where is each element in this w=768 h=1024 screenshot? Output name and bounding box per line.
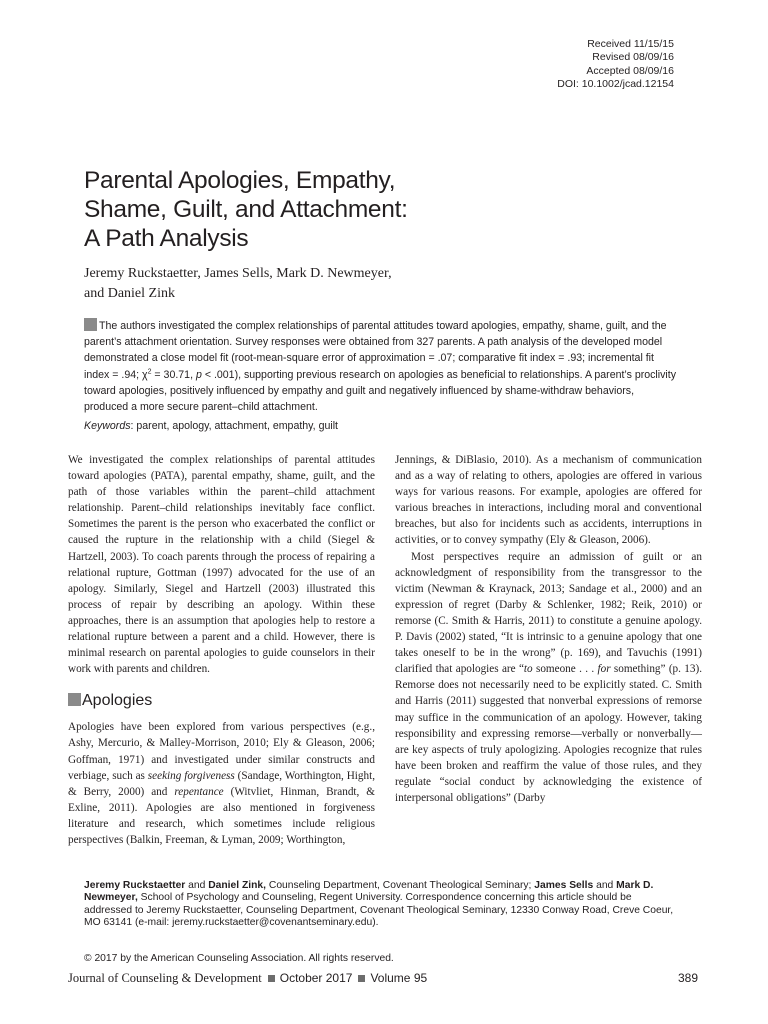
keywords (84, 419, 338, 434)
journal-name: Journal of Counseling & Development (68, 971, 262, 985)
section-marker-icon (68, 693, 81, 706)
apologies-paragraph-2: Most perspectives require an admission of guilt or an acknowledgment of responsibility from the transgressor to the victim (Newman & Kraynack, 2013; Sandage et al., 2000) and an expression of regret (Darby & Schlenker, 1982; Reik, 2010) or remorse (C. Smith & Harris, 2011) to constitute a genuine apology. P. Davis (2002) stated, “It is intrinsic to a genuine apology that one takes oneself to be in the wrong” (p. 169), and Tavuchis (1991) clarified that apologies are “to someone . . . for something” (p. 13). Remorse does not necessarily need to be explicitly stated. C. Smith and Harris (2011) suggested that nonverbal expressions of remorse may suffice in the communication of an apology. However, taking responsibility and expressing remorse—verbally or nonverbally—are key aspects of truly apologizing. Apologies recognize that rules have been broken and reaffirm the value of those rules, and they regulate “social conduct by acknowledging the existence of interpersonal obligations” (Darby (395, 550, 702, 804)
body-column-right (395, 452, 702, 806)
authors-line-2: and Daniel Zink (84, 286, 175, 301)
title-line-1: Parental Apologies, Empathy, (84, 167, 396, 194)
page-footer (68, 970, 698, 986)
doi: DOI: 10.1002/jcad.12154 (557, 78, 674, 91)
keywords-list: : parent, apology, attachment, empathy, guilt (130, 420, 338, 432)
title-line-3: A Path Analysis (84, 225, 249, 252)
title-line-2: Shame, Guilt, and Attachment: (84, 196, 408, 223)
revised-date: Revised 08/09/16 (592, 51, 674, 64)
copyright: © 2017 by the American Counseling Association. All rights reserved. (84, 953, 394, 964)
bullet-icon (268, 975, 275, 982)
section-heading-apologies: Apologies (68, 691, 375, 711)
abstract: The authors investigated the complex relationships of parental attitudes toward apologies, empathy, shame, guilt, and the parent’s attachment orientation. Survey responses were obtained from 327 parents. A path analysis of the developed model demonstrated a close model fit (root-mean-square error of approximation = .07; comparative fit index = .93; incremental fit index = .94; $\chi^2 = 30.71$, p < .001), supporting previous research on apologies as beneficial to relationships. A parent’s proclivity toward apologies, positively influenced by empathy and guilt and negatively influenced by shame-withdraw behaviors, produced a more secure parent–child attachment. (84, 320, 677, 414)
intro-paragraph: We investigated the complex relationships of parental attitudes toward apologies (PATA), parental empathy, shame, guilt, and the path of those variables within the parent–child attachment relationship. Parent–child relationships inevitably face conflict. Sometimes the parent is the person who exacerbated the conflict or caused the rupture in the relationship with a child (Siegel & Hartzell, 2003). To coach parents through the process of repairing a relational rupture, Gottman (1997) advocated for the use of an apology. Similarly, Siegel and Hartzell (2003) illustrated this process of repair by describing an apology. Within these approaches, there is an assumption that apologies help to restore a relational rupture between a parent and a child. However, there is minimal research on parental apologies to guide counselors in their work with parents and children. (68, 454, 375, 676)
section-marker-icon (84, 318, 97, 331)
keywords-label: Keywords (84, 420, 131, 432)
volume: Volume 95 (370, 971, 428, 985)
apologies-paragraph-1: Apologies have been explored from various perspectives (e.g., Ashy, Mercurio, & Malley-Morrison, 2010; Ely & Gleason, 2006; Goffman, 1971) and investigated under similar constructs and verbiage, such as seeking forgiveness (Sandage, Worthington, Hight, & Berry, 2000) and repentance (Witvliet, Hinman, Brandt, & Exline, 2011). Apologies are also mentioned in forgiveness literature and research, which sometimes include religious perspectives (Balkin, Freeman, & Lyman, 2009; Worthington, (68, 721, 376, 846)
author-list (84, 264, 644, 304)
body-column-left (68, 452, 375, 848)
accepted-date: Accepted 08/09/16 (586, 64, 674, 77)
bullet-icon (358, 975, 365, 982)
issue-date: October 2017 (279, 971, 353, 985)
authors-line-1: Jeremy Ruckstaetter, James Sells, Mark D. Newmeyer, (84, 266, 392, 281)
author-note: Jeremy Ruckstaetter and Daniel Zink, Counseling Department, Covenant Theological Seminary; James Sells and Mark D. Newmeyer, School of Psychology and Counseling, Regent University. Correspondence concerning this article should be addressed to Jeremy Ruckstaetter, Counseling Department, Covenant Theological Seminary, 12330 Conway Road, Creve Coeur, MO 63141 (e-mail: jeremy.ruckstaetter@covenantseminary.edu). (84, 880, 674, 929)
article-title (84, 166, 644, 253)
received-date: Received 11/15/15 (587, 38, 674, 50)
apologies-paragraph-1-continued: Jennings, & DiBlasio, 2010). As a mechanism of communication and as a way of relating to others, apologies are offered in various ways for various reasons. For example, apologies are offered for various breaches in interactions, including moral and conventional breaches, but also for incidents such as accidents, interruptions in activities, or to convey sympathy (Ely & Gleason, 2006). (395, 454, 702, 547)
article-history (557, 38, 674, 92)
page-number: 389 (677, 971, 698, 985)
